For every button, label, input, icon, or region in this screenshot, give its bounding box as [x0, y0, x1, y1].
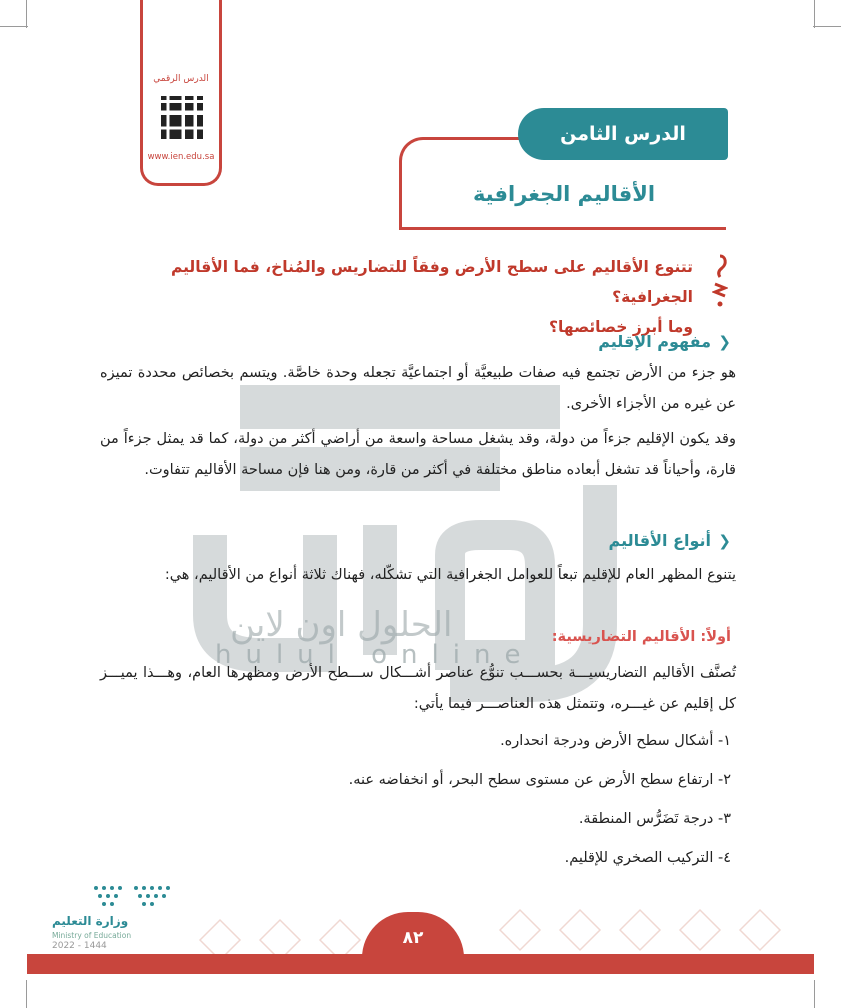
- section-heading-text: مفهوم الإقليم: [598, 332, 711, 351]
- qr-code-icon[interactable]: [155, 96, 203, 144]
- chevron-left-icon: ❮: [718, 531, 731, 550]
- crop-mark: [0, 26, 28, 27]
- paragraph: وقد يكون الإقليم جزءاً من دولة، وقد يشغل مساحة واسعة من أراضي أكثر من دولة، كما قد يمثل جزءاً من قارة، وأحياناً قد تشغل أبعاده مناطق مختلفة في أكثر من قارة، ومن هنا فإن مساحة الأقاليم تتفاوت.: [100, 431, 736, 478]
- page-number: ٨٢: [362, 912, 464, 958]
- digital-lesson-label: الدرس الرقمي: [153, 74, 209, 84]
- crop-mark: [26, 980, 27, 1008]
- ministry-logo: [52, 884, 172, 954]
- paragraph: يتنوع المظهر العام للإقليم تبعاً للعوامل الجغرافية التي تشكّله، فهناك ثلاثة أنواع من الأقاليم، هي:: [164, 567, 736, 583]
- digital-lesson-tab[interactable]: [140, 0, 222, 186]
- crop-mark: [813, 26, 841, 27]
- subheading-topographic: أولاً: الأقاليم التضاريسية:: [551, 629, 731, 645]
- list-item: ١- أشكال سطح الأرض ودرجة انحداره.: [500, 733, 731, 749]
- list-item: ٤- التركيب الصخري للإقليم.: [564, 850, 731, 866]
- intro-question: [133, 252, 693, 342]
- paragraph: تُصنَّف الأقاليم التضاريسيـــة بحســـب تنوُّع عناصر أشـــكال ســـطح الأرض ومظهرها العام، وهـــذا يميـــز كل إقليم عن غيـــره، وتتمثل هذه العناصـــر فيما يأتي:: [100, 665, 736, 712]
- crop-mark: [814, 980, 815, 1008]
- ministry-name-arabic: وزارة التعليم: [52, 914, 129, 928]
- question-line-1: تتنوع الأقاليم على سطح الأرض وفقاً للتضاريس والمُناخ، فما الأقاليم الجغرافية؟: [170, 258, 693, 306]
- digital-lesson-url[interactable]: www.ien.edu.sa: [147, 152, 215, 162]
- section-heading-text: أنواع الأقاليم: [608, 531, 711, 550]
- ministry-dots-icon: [92, 884, 172, 908]
- lesson-title: الأقاليم الجغرافية: [472, 182, 656, 206]
- question-mark-icon: [712, 254, 728, 308]
- list-item: ٢- ارتفاع سطح الأرض عن مستوى سطح البحر، أو انخفاضه عنه.: [348, 772, 731, 788]
- lesson-number-badge: الدرس الثامن: [518, 108, 728, 160]
- chevron-left-icon: ❮: [718, 332, 731, 351]
- paragraph: هو جزء من الأرض تجتمع فيه صفات طبيعيَّة أو اجتماعيَّة تجعله وحدة خاصَّة. ويتسم بخصائص محددة تميزه عن غيره من الأجزاء الأخرى.: [100, 365, 736, 412]
- watermark-arabic-text: الحلول اون لاين: [230, 605, 453, 645]
- section-heading-region-types: [609, 531, 731, 550]
- watermark-latin-text: hulul online: [215, 640, 535, 670]
- question-line-2: وما أبرز خصائصها؟: [549, 318, 693, 336]
- crop-mark: [814, 0, 815, 28]
- list-item: ٣- درجة تَضَرُّس المنطقة.: [578, 811, 731, 827]
- section-heading-region-concept: [598, 332, 731, 351]
- crop-mark: [26, 0, 27, 28]
- edition-year: 2022 - 1444: [52, 941, 107, 951]
- ministry-name-english: Ministry of Education: [52, 931, 132, 940]
